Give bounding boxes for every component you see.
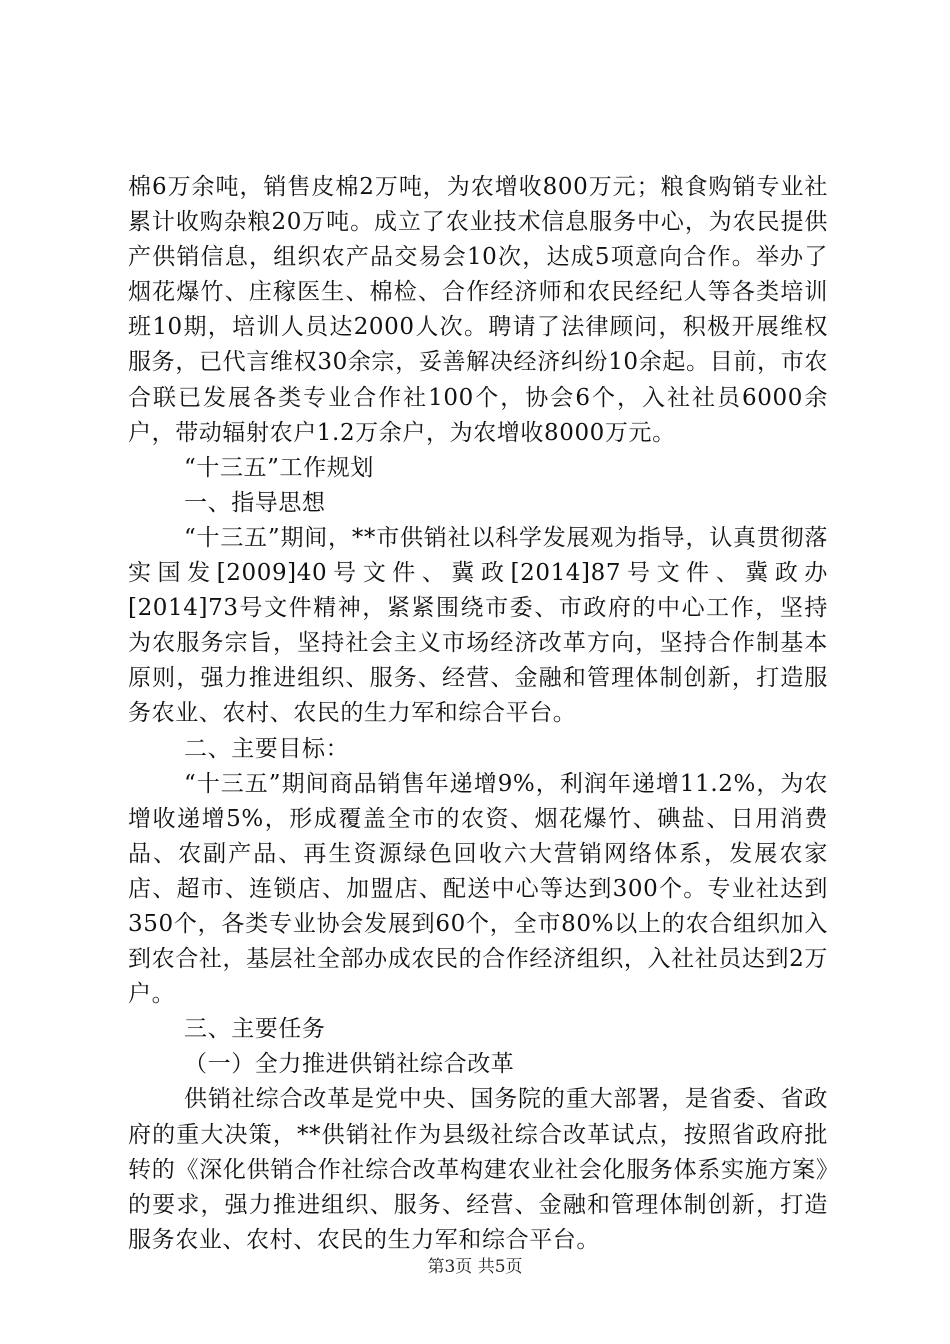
heading-main-goals: 二、主要目标： [184,735,350,762]
page-footer: 第3页 共5页 [427,1257,523,1277]
document-body [128,170,828,1258]
heading-main-tasks: 三、主要任务 [184,1016,326,1043]
paragraph-continuation: 棉6万余吨，销售皮棉2万吨，为农增收800万元；粮食购销专业社累计收购杂粮20万吨。成立了农业技术信息服务中心，为农民提供产供销信息，组织农产品交易会10次，达成5项意向合作。举办了烟花爆竹、庄稼医生、棉检、合作经济师和农民经纪人等各类培训班10期，培训人员达2000人次。聘请了法律顾问，积极开展维权服务，已代言维权30余宗，妥善解决经济纠纷10余起。目前，市农合联已发展各类专业合作社100个，协会6个，入社社员6000余户，带动辐射农户1.2万余户，为农增收8000万元。 [128,174,828,446]
section-title: “十三五”工作规划 [184,454,374,481]
subheading-reform: （一）全力推进供销社综合改革 [184,1051,515,1078]
heading-guiding-ideology: 一、指导思想 [184,489,326,516]
paragraph-guiding-ideology: “十三五”期间，**市供销社以科学发展观为指导，认真贯彻落实国发[2009]40号文件、冀政[2014]87号文件、冀政办[2014]73号文件精神，紧紧围绕市委、市政府的中心工作，坚持为农服务宗旨，坚持社会主义市场经济改革方向，坚持合作制基本原则，强力推进组织、服务、经营、金融和管理体制创新，打造服务农业、农村、农民的生力军和综合平台。 [128,524,828,727]
paragraph-main-goals: “十三五”期间商品销售年递增9%，利润年递增11.2%，为农增收递增5%，形成覆盖全市的农资、烟花爆竹、碘盐、日用消费品、农副产品、再生资源绿色回收六大营销网络体系，发展农家店、超市、连锁店、加盟店、配送中心等达到300个。专业社达到350个，各类专业协会发展到60个，全市80%以上的农合组织加入到农合社，基层社全部办成农民的合作经济组织，入社社员达到2万户。 [128,770,828,1008]
paragraph-reform: 供销社综合改革是党中央、国务院的重大部署，是省委、省政府的重大决策，**供销社作为县级社综合改革试点，按照省政府批转的《深化供销合作社综合改革构建农业社会化服务体系实施方案》的要求，强力推进组织、服务、经营、金融和管理体制创新，打造服务农业、农村、农民的生力军和综合平台。 [128,1086,828,1253]
